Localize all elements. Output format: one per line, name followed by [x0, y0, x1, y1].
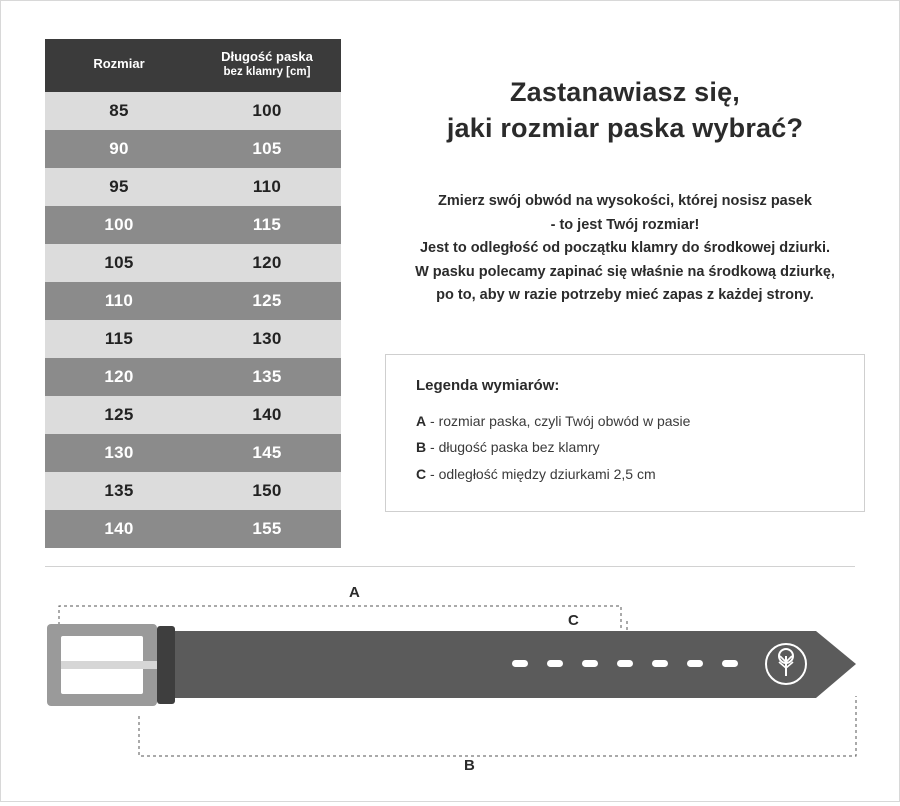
- table-row: [45, 206, 341, 244]
- intro-line-2: - to jest Twój rozmiar!: [550, 216, 700, 233]
- cell-length: 125: [193, 282, 341, 320]
- section-divider: [45, 566, 855, 567]
- cell-size: 105: [45, 244, 193, 282]
- cell-size: 95: [45, 168, 193, 206]
- page-title: [385, 75, 865, 146]
- intro-line-3: Jest to odległość od początku klamry do środkowej dziurki.: [419, 240, 831, 257]
- cell-length: 115: [193, 206, 341, 244]
- legend-item: [416, 434, 838, 461]
- diagram-label-b: B: [464, 757, 475, 774]
- belt-hole: [722, 660, 738, 667]
- cell-size: 85: [45, 92, 193, 130]
- intro-line-5: po to, aby w razie potrzeby mieć zapas z każdej strony.: [436, 287, 814, 304]
- cell-length: 120: [193, 244, 341, 282]
- intro-line-1: Zmierz swój obwód na wysokości, której nosisz pasek: [438, 193, 812, 210]
- cell-size: 115: [45, 320, 193, 358]
- table-row: [45, 396, 341, 434]
- cell-length: 130: [193, 320, 341, 358]
- intro-text: [385, 190, 865, 307]
- legend-item-text: - rozmiar paska, czyli Twój obwód w pasie: [426, 412, 691, 429]
- table-row: [45, 472, 341, 510]
- belt-buckle-prong: [61, 661, 157, 669]
- column-header-length: [193, 39, 341, 92]
- diagram-label-c: C: [568, 612, 579, 629]
- table-row: [45, 320, 341, 358]
- cell-length: 150: [193, 472, 341, 510]
- intro-line-4: W pasku polecamy zapinać się właśnie na środkową dziurkę,: [415, 263, 835, 280]
- table-row: [45, 168, 341, 206]
- cell-size: 100: [45, 206, 193, 244]
- cell-length: 105: [193, 130, 341, 168]
- top-section: [1, 1, 899, 548]
- belt-hole: [687, 660, 703, 667]
- legend-item: [416, 408, 838, 435]
- legend-item-key: B: [416, 439, 427, 456]
- belt-diagram: [1, 576, 900, 801]
- size-table: [45, 39, 341, 548]
- cell-length: 145: [193, 434, 341, 472]
- belt-hole: [582, 660, 598, 667]
- cell-size: 90: [45, 130, 193, 168]
- column-header-size: Rozmiar: [45, 39, 193, 92]
- info-column: [341, 39, 869, 548]
- cell-size: 135: [45, 472, 193, 510]
- belt-hole: [547, 660, 563, 667]
- table-row: [45, 358, 341, 396]
- column-header-length-main: Długość paska: [221, 49, 313, 64]
- size-table-head: [45, 39, 341, 92]
- diagram-label-a: A: [349, 584, 360, 601]
- page-title-line-2: jaki rozmiar paska wybrać?: [446, 112, 804, 143]
- legend-item-text: - odległość między dziurkami 2,5 cm: [426, 465, 656, 482]
- table-row: [45, 282, 341, 320]
- dimension-line-b: [139, 696, 856, 756]
- table-row: [45, 130, 341, 168]
- cell-length: 135: [193, 358, 341, 396]
- table-row: [45, 92, 341, 130]
- column-header-length-sub: bez klamry [cm]: [223, 66, 311, 79]
- table-row: [45, 510, 341, 548]
- belt-keeper: [157, 626, 175, 704]
- cell-length: 110: [193, 168, 341, 206]
- belt-hole: [512, 660, 528, 667]
- cell-length: 155: [193, 510, 341, 548]
- table-row: [45, 244, 341, 282]
- legend-item-key: C: [416, 465, 427, 482]
- legend-title: Legenda wymiarów:: [416, 376, 560, 394]
- legend-item-text: - długość paska bez klamry: [426, 439, 600, 456]
- cell-size: 120: [45, 358, 193, 396]
- table-row: [45, 434, 341, 472]
- legend-item: [416, 461, 838, 488]
- size-table-body: [45, 92, 341, 548]
- belt-strap: [161, 631, 856, 698]
- cell-size: 130: [45, 434, 193, 472]
- legend-item-key: A: [416, 412, 427, 429]
- table-header-row: [45, 39, 341, 92]
- belt-hole: [652, 660, 668, 667]
- belt-diagram-svg: [1, 576, 900, 801]
- cell-length: 140: [193, 396, 341, 434]
- cell-size: 140: [45, 510, 193, 548]
- cell-size: 110: [45, 282, 193, 320]
- cell-size: 125: [45, 396, 193, 434]
- belt-hole: [617, 660, 633, 667]
- page-title-line-1: Zastanawiasz się,: [509, 77, 740, 107]
- cell-length: 100: [193, 92, 341, 130]
- legend-box: [385, 354, 865, 513]
